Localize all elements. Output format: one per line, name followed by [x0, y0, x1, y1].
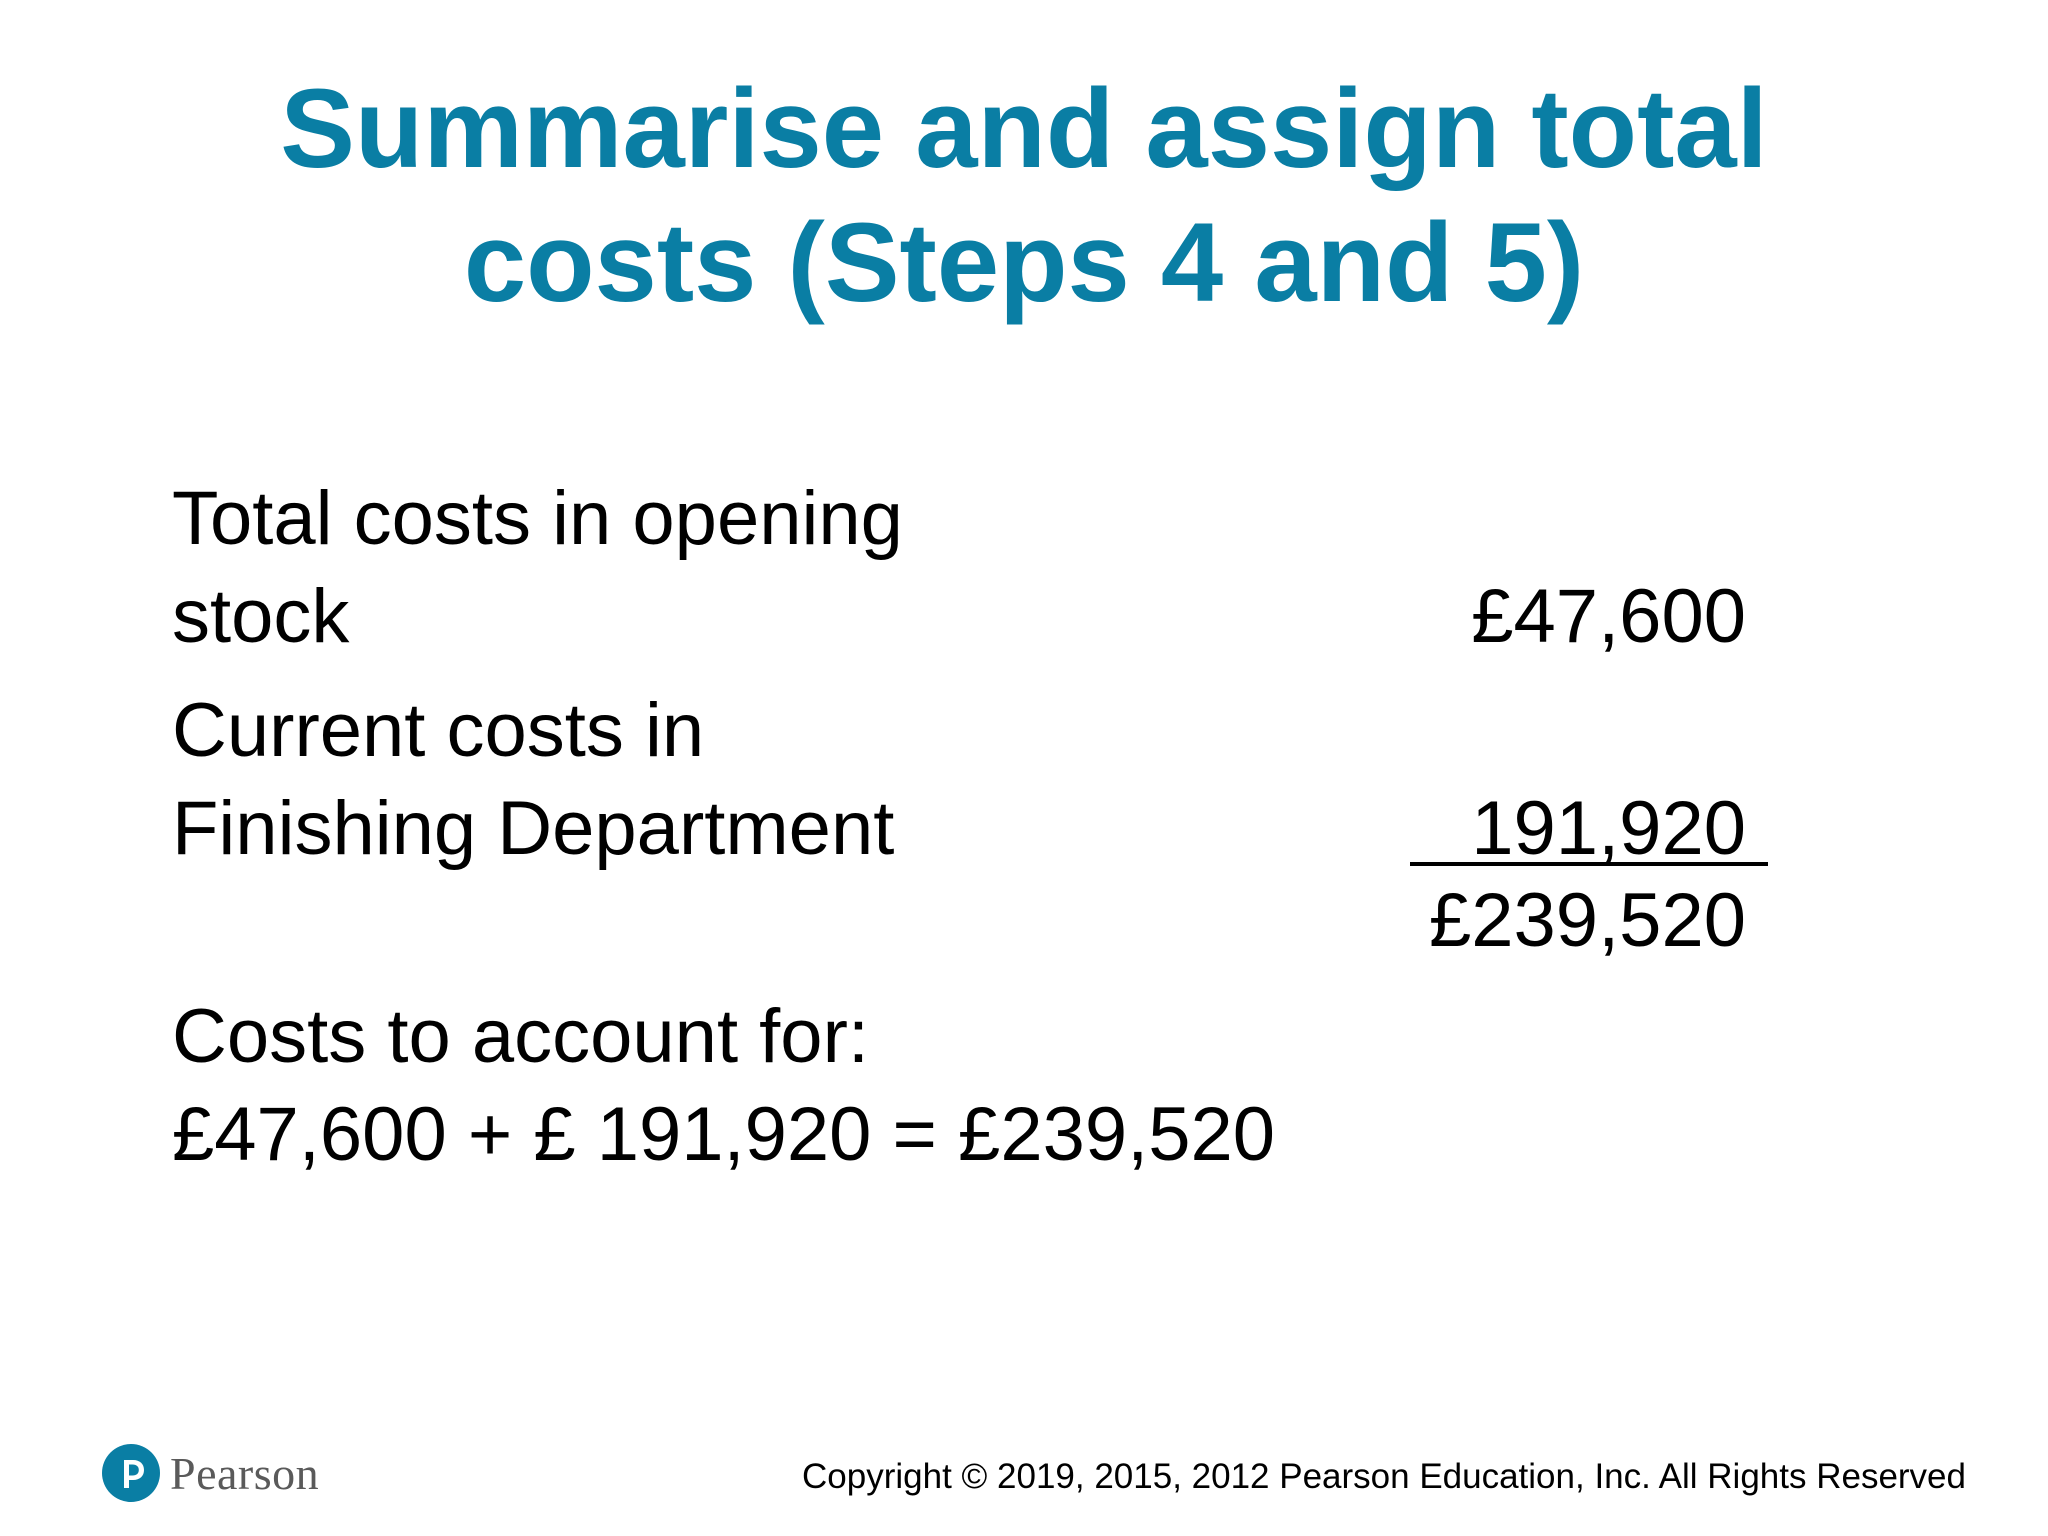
- copyright-notice: Copyright © 2019, 2015, 2012 Pearson Education, Inc. All Rights Reserved: [802, 1457, 1966, 1496]
- current-costs-amount: 191,920: [1471, 786, 1746, 871]
- slide-title-line-1: Summarise and assign total: [280, 66, 1768, 191]
- pearson-logo: [102, 1440, 319, 1506]
- opening-stock-label-line-2: stock: [172, 574, 350, 659]
- sum-underline: [1410, 862, 1768, 866]
- current-costs-label-line-1: Current costs in: [172, 688, 705, 773]
- slide-title-line-2: costs (Steps 4 and 5): [463, 200, 1585, 325]
- pearson-p-logo-icon: [102, 1444, 160, 1502]
- pearson-brand-name: Pearson: [170, 1447, 320, 1499]
- costs-summary: [172, 988, 1275, 1184]
- current-costs-label: [172, 682, 894, 878]
- opening-stock-amount: £47,600: [1471, 574, 1746, 659]
- costs-summary-equation: £47,600 + £ 191,920 = £239,520: [172, 1092, 1276, 1177]
- slide-title: [0, 62, 2048, 330]
- current-costs-label-line-2: Finishing Department: [172, 786, 895, 871]
- opening-stock-label: [172, 470, 903, 666]
- opening-stock-label-line-1: Total costs in opening: [172, 476, 903, 561]
- costs-summary-heading: Costs to account for:: [172, 994, 869, 1079]
- total-amount: £239,520: [1429, 878, 1746, 963]
